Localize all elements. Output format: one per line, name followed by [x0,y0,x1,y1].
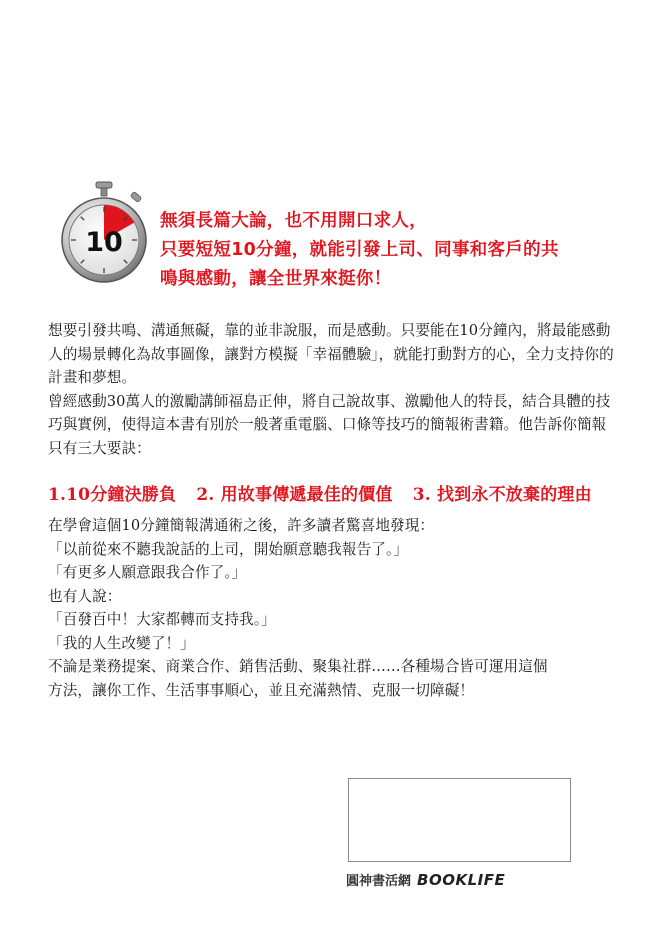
quote-line: 「百發百中！大家都轉而支持我。」 [48,611,276,628]
headline [160,207,620,294]
text-line: 在學會這個10分鐘簡報溝通術之後，許多讀者驚喜地發現： [48,517,435,534]
quote-line: 「我的人生改變了！」 [48,634,195,652]
headline-line: 無須長篇大論，也不用開口求人， [160,211,427,231]
publisher-name: 圓神書活網 [346,874,412,889]
headline-line: 鳴與感動，讓全世界來挺你！ [160,269,392,289]
key-point: 1.10分鐘決勝負 [48,485,177,505]
publisher-brand: BOOKLIFE [417,871,506,889]
intro-paragraph: 曾經感動30萬人的激勵講師福島正伸，將自己說故事、激勵他人的特長，結合具體的技巧與實例，使得這本書有別於一般著重電腦、口條等技巧的簡報術書籍。他告訴你簡報只有三大要訣： [48,392,611,457]
intro-text [48,319,618,460]
testimonial-text [48,514,618,702]
key-point: 3. 找到永不放棄的理由 [412,485,592,505]
text-line: 不論是業務提案、商業合作、銷售活動、聚集社群……各種場合皆可運用這個 [48,658,548,675]
stopwatch-number: 10 [85,227,123,258]
stopwatch-icon [52,180,162,290]
publisher-logo [346,870,505,889]
intro-paragraph: 想要引發共鳴、溝通無礙，靠的並非說服，而是感動。只要能在10分鐘內，將最能感動人的場景轉化為故事圖像，讓對方模擬「幸福體驗」，就能打動對方的心，全力支持你的計畫和夢想。 [48,322,614,386]
key-points [48,480,628,505]
headline-line: 只要短短10分鐘，就能引發上司、同事和客戶的共 [160,240,559,260]
text-line: 方法，讓你工作、生活事事順心，並且充滿熱情、克服一切障礙！ [48,681,475,699]
quote-line: 「有更多人願意跟我合作了。」 [48,564,247,581]
key-point: 2. 用故事傳遞最佳的價值 [196,485,393,505]
quote-line: 「以前從來不聽我說話的上司，開始願意聽我報告了。」 [48,540,409,558]
text-line: 也有人說： [48,587,122,605]
barcode-box [348,778,571,862]
